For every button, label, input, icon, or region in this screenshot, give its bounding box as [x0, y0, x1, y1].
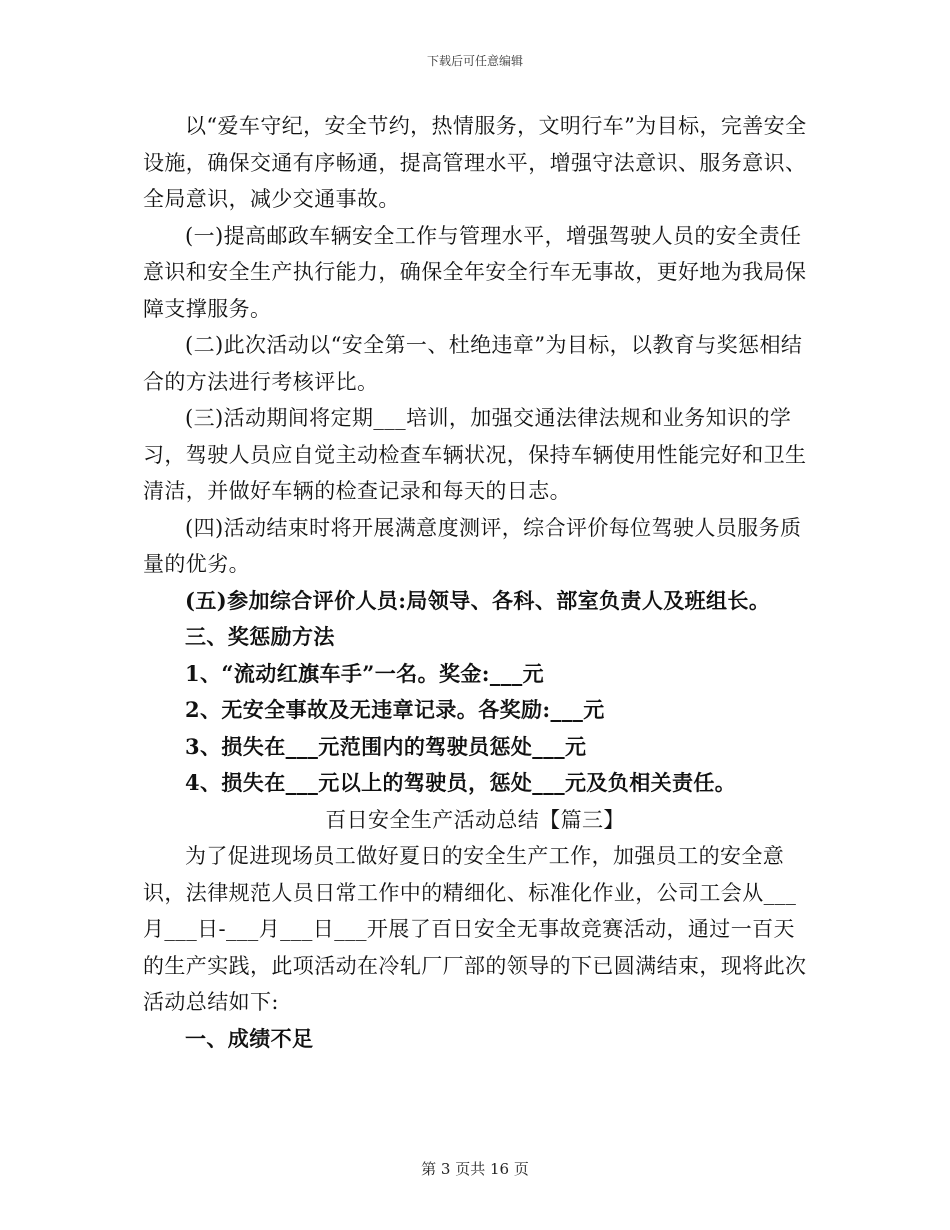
paragraph-goal: 以“爱车守纪，安全节约，热情服务，文明行车”为目标，完善安全设施，确保交通有序畅通，提高管理水平，增强守法意识、服务意识、全局意识，减少交通事故。	[143, 114, 807, 211]
document-body	[143, 108, 807, 1057]
section-heading-rewards: 三、奖惩励方法	[185, 624, 335, 649]
article-title: 百日安全生产活动总结【篇三】	[325, 807, 625, 832]
paragraph-item-1: (一)提高邮政车辆安全工作与管理水平，增强驾驶人员的安全责任意识和安全生产执行能力，确保全年安全行车无事故，更好地为我局保障支撑服务。	[143, 223, 807, 321]
paragraph-intro: 为了促进现场员工做好夏日的安全生产工作，加强员工的安全意识，法律规范人员日常工作中的精细化、标准化作业，公司工会从___月___日-___月___日___开展了百日安全无事故竞赛活动，通过一百天的生产实践，此项活动在冷轧厂厂部的领导的下已圆满结束，现将此次活动总结如下:	[143, 844, 807, 1014]
paragraph-item-4: (四)活动结束时将开展满意度测评，综合评价每位驾驶人员服务质量的优劣。	[143, 515, 802, 576]
reward-item-2: 2、无安全事故及无违章记录。各奖励:___元	[185, 697, 605, 722]
reward-item-1: 1、“流动红旗车手”一名。奖金:___元	[185, 660, 545, 686]
paragraph-item-3: (三)活动期间将定期___培训，加强交通法律法规和业务知识的学习，驾驶人员应自觉主动检查车辆状况，保持车辆使用性能完好和卫生清洁，并做好车辆的检查记录和每天的日志。	[143, 406, 807, 503]
paragraph-item-5: (五)参加综合评价人员:局领导、各科、部室负责人及班组长。	[185, 587, 771, 613]
reward-item-4: 4、损失在___元以上的驾驶员，惩处___元及负相关责任。	[185, 770, 737, 795]
reward-item-3: 3、损失在___元范围内的驾驶员惩处___元	[185, 733, 587, 759]
page-number: 第 3 页共 16 页	[421, 1160, 529, 1178]
section-heading-results: 一、成绩不足	[185, 1025, 314, 1051]
header-note: 下载后可任意编辑	[426, 54, 523, 68]
paragraph-item-2: (二)此次活动以“安全第一、杜绝违章”为目标，以教育与奖惩相结合的方法进行考核评比。	[143, 333, 803, 394]
